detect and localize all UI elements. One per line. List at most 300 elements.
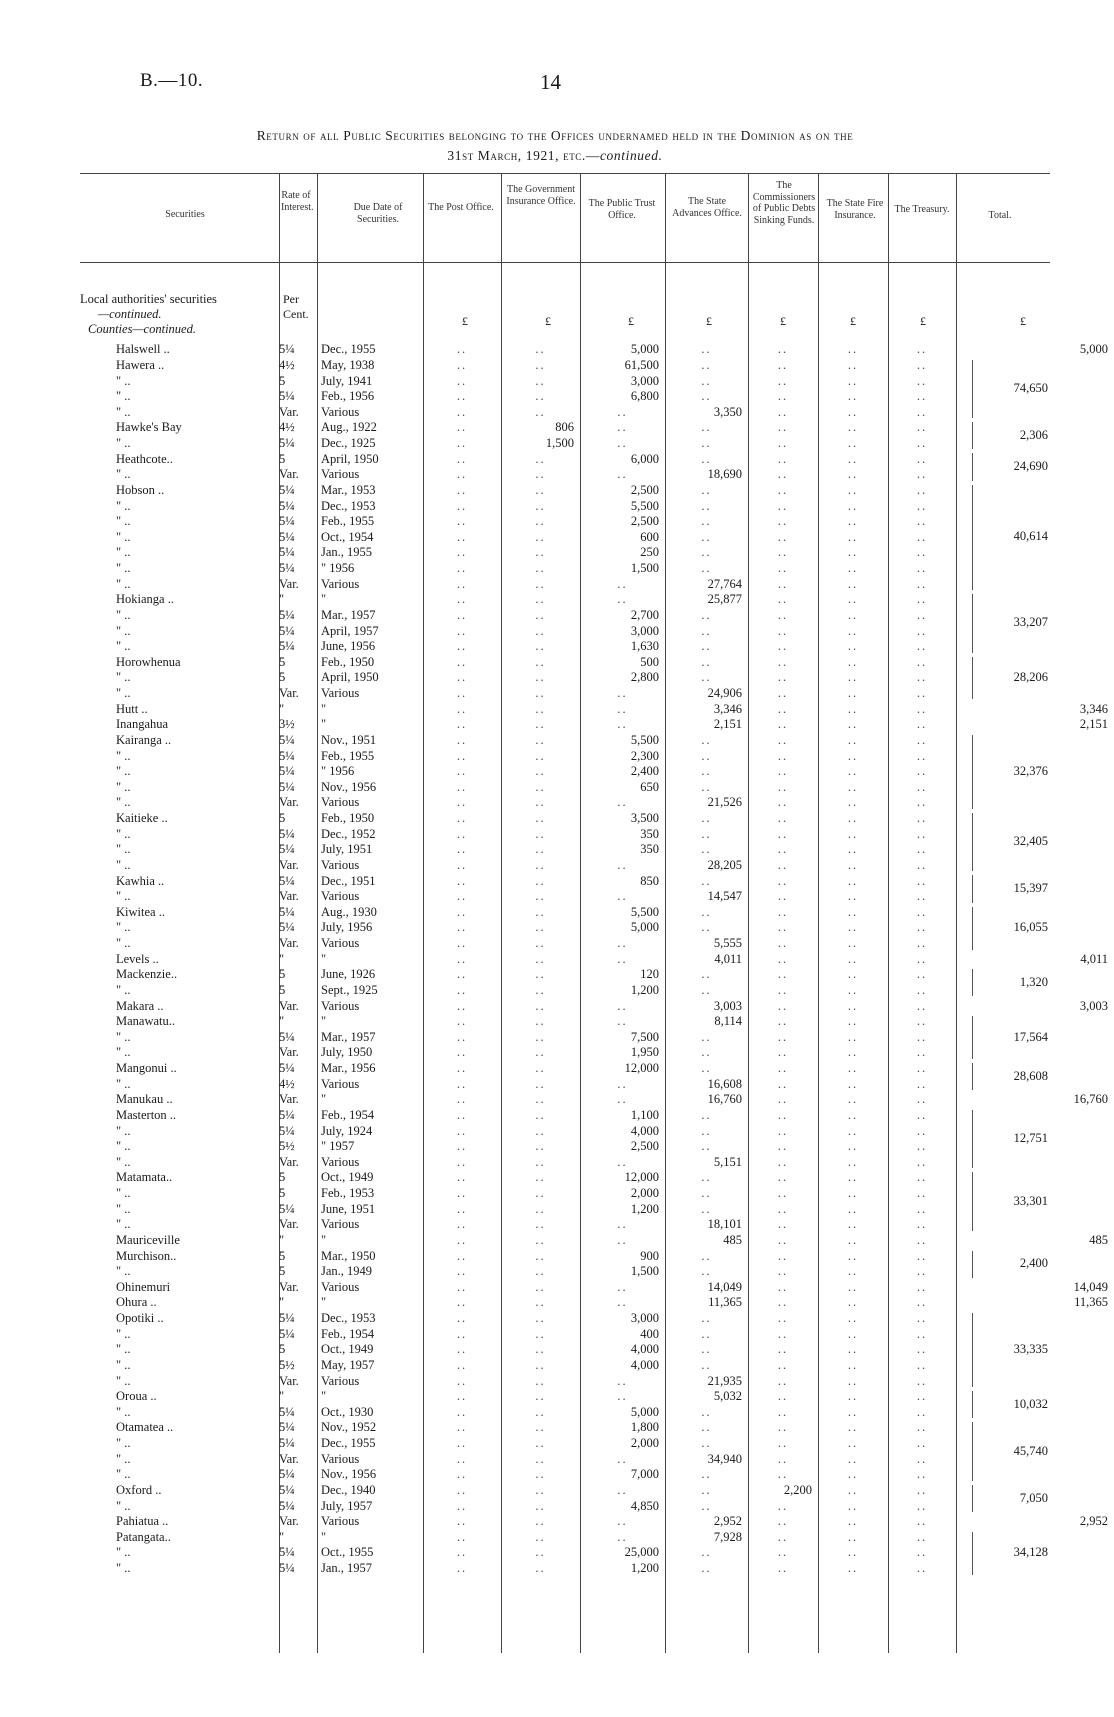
table-row	[0, 1405, 1114, 1421]
empty-cell: ..	[617, 467, 628, 482]
empty-cell: ..	[535, 998, 546, 1013]
due-date-cell: Dec., 1955	[321, 1436, 376, 1451]
rate-cell: "	[279, 701, 285, 716]
empty-cell: ..	[617, 1373, 628, 1388]
empty-cell: ..	[701, 529, 712, 544]
empty-cell: ..	[847, 1139, 859, 1154]
public-trust-cell: 1,200	[630, 1561, 659, 1576]
empty-cell: ..	[617, 1389, 628, 1404]
table-row	[0, 873, 1114, 889]
empty-cell: ..	[535, 1045, 546, 1060]
total-cell	[956, 405, 1114, 421]
empty-cell: ..	[916, 936, 928, 951]
empty-cell: ..	[847, 404, 859, 419]
empty-cell: ..	[456, 1076, 468, 1091]
public-trust-cell: 5,500	[630, 498, 659, 513]
group-brace	[972, 1422, 973, 1481]
rate-cell: 5¼	[279, 1123, 295, 1138]
due-date-cell: "	[321, 701, 327, 716]
empty-cell: ..	[916, 826, 928, 841]
rate-cell: 5¼	[279, 873, 295, 888]
table-row	[0, 1155, 1114, 1171]
security-name-cell: Hawke's Bay	[116, 420, 182, 435]
empty-cell: ..	[535, 1107, 546, 1122]
rate-cell: 5¼	[279, 732, 295, 747]
empty-cell: ..	[916, 357, 928, 372]
empty-cell: ..	[847, 686, 859, 701]
table-row	[0, 1342, 1114, 1358]
rate-cell: 4½	[279, 1076, 295, 1091]
empty-cell: ..	[456, 607, 468, 622]
public-trust-cell: 5,000	[630, 920, 659, 935]
group-brace	[972, 813, 973, 872]
empty-cell: ..	[617, 1154, 628, 1169]
due-date-cell: Various	[321, 1373, 360, 1388]
group-brace	[972, 360, 973, 419]
empty-cell: ..	[916, 1295, 928, 1310]
empty-cell: ..	[617, 1232, 628, 1247]
group-total: 12,751	[1013, 1131, 1048, 1146]
due-date-cell: Nov., 1956	[321, 1467, 377, 1482]
group-total: 16,055	[1013, 920, 1048, 935]
security-name-cell: " ..	[116, 982, 131, 997]
empty-cell: ..	[701, 623, 712, 638]
empty-cell: ..	[916, 1311, 928, 1326]
empty-cell: ..	[916, 842, 928, 857]
security-name-cell: Matamata..	[116, 1170, 173, 1185]
empty-cell: ..	[701, 670, 712, 685]
rate-cell: 5¼	[279, 607, 295, 622]
security-name-cell: Makara ..	[116, 998, 164, 1013]
empty-cell: ..	[535, 1311, 546, 1326]
empty-cell: ..	[456, 998, 468, 1013]
public-trust-cell: 12,000	[624, 1170, 659, 1185]
unit-sinking-funds: £	[780, 314, 786, 328]
due-date-cell: " 1957	[321, 1139, 355, 1154]
due-date-cell: "	[321, 717, 327, 732]
public-trust-cell: 2,800	[630, 670, 659, 685]
section-line-1: Local authorities' securities	[80, 292, 217, 306]
security-name-cell: " ..	[116, 670, 131, 685]
table-row	[0, 1061, 1114, 1077]
empty-cell: ..	[456, 623, 468, 638]
govt-insurance-cell: 1,500	[545, 436, 574, 451]
empty-cell: ..	[916, 1217, 928, 1232]
empty-cell: ..	[535, 1342, 546, 1357]
due-date-cell: Nov., 1956	[321, 779, 377, 794]
empty-cell: ..	[847, 545, 859, 560]
empty-cell: ..	[847, 1201, 859, 1216]
empty-cell: ..	[916, 732, 928, 747]
due-date-cell: Aug., 1922	[321, 420, 377, 435]
empty-cell: ..	[916, 1123, 928, 1138]
rate-cell: 5¼	[279, 764, 295, 779]
due-date-cell: Dec., 1951	[321, 873, 376, 888]
table-row	[0, 1201, 1114, 1217]
empty-cell: ..	[777, 1092, 789, 1107]
due-date-cell: Nov., 1952	[321, 1420, 377, 1435]
empty-cell: ..	[777, 639, 789, 654]
empty-cell: ..	[456, 467, 468, 482]
empty-cell: ..	[916, 342, 928, 357]
total-cell	[956, 514, 1114, 530]
empty-cell: ..	[456, 920, 468, 935]
empty-cell: ..	[701, 1342, 712, 1357]
empty-cell: ..	[456, 1248, 468, 1263]
empty-cell: ..	[777, 607, 789, 622]
empty-cell: ..	[777, 1123, 789, 1138]
security-name-cell: " ..	[116, 686, 131, 701]
empty-cell: ..	[535, 967, 546, 982]
security-name-cell: " ..	[116, 779, 131, 794]
rate-cell: Var.	[279, 889, 299, 904]
security-name-cell: " ..	[116, 1045, 131, 1060]
due-date-cell: Dec., 1940	[321, 1482, 376, 1497]
empty-cell: ..	[847, 1279, 859, 1294]
total-cell	[956, 639, 1114, 655]
due-date-cell: Various	[321, 467, 360, 482]
empty-cell: ..	[535, 873, 546, 888]
empty-cell: ..	[535, 498, 546, 513]
due-date-cell: Dec., 1925	[321, 436, 376, 451]
state-advances-cell: 2,151	[713, 717, 742, 732]
empty-cell: ..	[777, 1232, 789, 1247]
security-name-cell: " ..	[116, 561, 131, 576]
securities-table	[0, 342, 1114, 1576]
total-cell	[956, 592, 1114, 608]
rate-cell: Var.	[279, 795, 299, 810]
group-total: 33,301	[1013, 1193, 1048, 1208]
due-date-cell: July, 1956	[321, 920, 373, 935]
due-date-cell: Various	[321, 1076, 360, 1091]
empty-cell: ..	[701, 1498, 712, 1513]
empty-cell: ..	[456, 1154, 468, 1169]
empty-cell: ..	[847, 1326, 859, 1341]
unit-per-cent: Per Cent.	[283, 292, 309, 321]
empty-cell: ..	[535, 951, 546, 966]
empty-cell: ..	[847, 529, 859, 544]
empty-cell: ..	[456, 795, 468, 810]
empty-cell: ..	[456, 1529, 468, 1544]
empty-cell: ..	[777, 1201, 789, 1216]
total-cell	[956, 1311, 1114, 1327]
empty-cell: ..	[777, 1311, 789, 1326]
rate-cell: Var.	[279, 1279, 299, 1294]
empty-cell: ..	[535, 451, 546, 466]
empty-cell: ..	[535, 1014, 546, 1029]
total-cell: 3,346	[1079, 701, 1108, 716]
empty-cell: ..	[456, 670, 468, 685]
rate-cell: 5¼	[279, 1201, 295, 1216]
empty-cell: ..	[535, 1498, 546, 1513]
table-row	[0, 467, 1114, 483]
empty-cell: ..	[701, 811, 712, 826]
rate-cell: 5¼	[279, 1107, 295, 1122]
rate-cell: 5¼	[279, 1420, 295, 1435]
table-row	[0, 1451, 1114, 1467]
empty-cell: ..	[847, 623, 859, 638]
empty-cell: ..	[777, 420, 789, 435]
rate-cell: Var.	[279, 404, 299, 419]
empty-cell: ..	[617, 1514, 628, 1529]
rate-cell: 5	[279, 1186, 286, 1201]
public-trust-cell: 1,200	[630, 1201, 659, 1216]
due-date-cell: Oct., 1954	[321, 529, 374, 544]
empty-cell: ..	[456, 982, 468, 997]
due-date-cell: May, 1957	[321, 1357, 375, 1372]
empty-cell: ..	[617, 420, 628, 435]
empty-cell: ..	[701, 732, 712, 747]
state-advances-cell: 14,547	[707, 889, 742, 904]
empty-cell: ..	[701, 357, 712, 372]
public-trust-cell: 4,000	[630, 1123, 659, 1138]
table-row	[0, 983, 1114, 999]
empty-cell: ..	[847, 779, 859, 794]
empty-cell: ..	[701, 842, 712, 857]
table-row	[0, 1420, 1114, 1436]
empty-cell: ..	[916, 436, 928, 451]
state-advances-cell: 4,011	[714, 951, 742, 966]
rate-cell: Var.	[279, 998, 299, 1013]
empty-cell: ..	[535, 1436, 546, 1451]
empty-cell: ..	[456, 1482, 468, 1497]
empty-cell: ..	[916, 717, 928, 732]
public-trust-cell: 5,000	[630, 1404, 659, 1419]
rate-cell: 5¼	[279, 1029, 295, 1044]
total-cell	[956, 483, 1114, 499]
total-cell	[956, 905, 1114, 921]
empty-cell: ..	[535, 639, 546, 654]
security-name-cell: Pahiatua ..	[116, 1514, 169, 1529]
empty-cell: ..	[916, 1248, 928, 1263]
rate-cell: 5¼	[279, 1545, 295, 1560]
group-total: 34,128	[1013, 1545, 1048, 1560]
empty-cell: ..	[701, 1170, 712, 1185]
empty-cell: ..	[916, 529, 928, 544]
due-date-cell: Various	[321, 936, 360, 951]
table-row	[0, 1280, 1114, 1296]
empty-cell: ..	[916, 951, 928, 966]
empty-cell: ..	[617, 717, 628, 732]
table-row	[0, 498, 1114, 514]
empty-cell: ..	[777, 717, 789, 732]
empty-cell: ..	[617, 1279, 628, 1294]
public-trust-cell: 4,000	[630, 1357, 659, 1372]
empty-cell: ..	[701, 545, 712, 560]
empty-cell: ..	[777, 982, 789, 997]
col-post-office: The Post Office.	[428, 202, 494, 213]
empty-cell: ..	[535, 936, 546, 951]
empty-cell: ..	[777, 482, 789, 497]
security-name-cell: Hutt ..	[116, 701, 148, 716]
security-name-cell: " ..	[116, 576, 131, 591]
empty-cell: ..	[535, 404, 546, 419]
table-row	[0, 1498, 1114, 1514]
group-brace	[972, 1063, 973, 1090]
empty-cell: ..	[777, 1436, 789, 1451]
security-name-cell: Kawhia ..	[116, 873, 165, 888]
due-date-cell: April, 1950	[321, 451, 379, 466]
empty-cell: ..	[456, 654, 468, 669]
empty-cell: ..	[916, 1326, 928, 1341]
table-row	[0, 530, 1114, 546]
empty-cell: ..	[535, 811, 546, 826]
empty-cell: ..	[701, 873, 712, 888]
empty-cell: ..	[456, 451, 468, 466]
rate-cell: 5¼	[279, 514, 295, 529]
table-row	[0, 1326, 1114, 1342]
table-row	[0, 608, 1114, 624]
due-date-cell: Mar., 1950	[321, 1248, 376, 1263]
empty-cell: ..	[535, 482, 546, 497]
empty-cell: ..	[456, 1357, 468, 1372]
public-trust-cell: 1,500	[630, 561, 659, 576]
total-cell	[956, 1108, 1114, 1124]
empty-cell: ..	[916, 904, 928, 919]
empty-cell: ..	[847, 436, 859, 451]
table-row	[0, 936, 1114, 952]
empty-cell: ..	[847, 1357, 859, 1372]
due-date-cell: July, 1950	[321, 1045, 373, 1060]
total-cell	[956, 498, 1114, 514]
empty-cell: ..	[456, 1201, 468, 1216]
public-trust-cell: 1,800	[630, 1420, 659, 1435]
security-name-cell: Halswell ..	[116, 342, 170, 357]
empty-cell: ..	[617, 951, 628, 966]
due-date-cell: Dec., 1955	[321, 342, 376, 357]
group-brace	[972, 907, 973, 950]
empty-cell: ..	[456, 889, 468, 904]
empty-cell: ..	[847, 936, 859, 951]
rate-cell: Var.	[279, 1217, 299, 1232]
empty-cell: ..	[701, 498, 712, 513]
state-advances-cell: 14,049	[707, 1279, 742, 1294]
empty-cell: ..	[535, 607, 546, 622]
empty-cell: ..	[456, 904, 468, 919]
empty-cell: ..	[847, 1107, 859, 1122]
due-date-cell: July, 1924	[321, 1123, 373, 1138]
empty-cell: ..	[916, 1451, 928, 1466]
empty-cell: ..	[777, 920, 789, 935]
due-date-cell: Oct., 1955	[321, 1545, 374, 1560]
empty-cell: ..	[777, 623, 789, 638]
empty-cell: ..	[777, 1451, 789, 1466]
empty-cell: ..	[847, 920, 859, 935]
empty-cell: ..	[777, 404, 789, 419]
empty-cell: ..	[847, 1014, 859, 1029]
rate-cell: Var.	[279, 1373, 299, 1388]
public-trust-cell: 6,000	[630, 451, 659, 466]
empty-cell: ..	[535, 1545, 546, 1560]
security-name-cell: " ..	[116, 1076, 131, 1091]
total-cell	[956, 1217, 1114, 1233]
table-row	[0, 342, 1114, 358]
empty-cell: ..	[777, 592, 789, 607]
empty-cell: ..	[916, 1357, 928, 1372]
empty-cell: ..	[456, 1045, 468, 1060]
empty-cell: ..	[777, 373, 789, 388]
col-state-advances: The State Advances Office.	[672, 196, 742, 219]
due-date-cell: "	[321, 1232, 327, 1247]
empty-cell: ..	[847, 951, 859, 966]
table-row	[0, 373, 1114, 389]
empty-cell: ..	[456, 1451, 468, 1466]
empty-cell: ..	[847, 1311, 859, 1326]
empty-cell: ..	[847, 1170, 859, 1185]
empty-cell: ..	[701, 639, 712, 654]
empty-cell: ..	[847, 482, 859, 497]
public-trust-cell: 600	[640, 529, 659, 544]
empty-cell: ..	[847, 639, 859, 654]
empty-cell: ..	[617, 936, 628, 951]
public-trust-cell: 350	[640, 826, 659, 841]
empty-cell: ..	[456, 639, 468, 654]
empty-cell: ..	[847, 1420, 859, 1435]
empty-cell: ..	[535, 1561, 546, 1576]
state-advances-cell: 18,101	[707, 1217, 742, 1232]
empty-cell: ..	[916, 482, 928, 497]
empty-cell: ..	[535, 529, 546, 544]
public-trust-cell: 61,500	[624, 357, 659, 372]
security-name-cell: Heathcote..	[116, 451, 173, 466]
table-row	[0, 905, 1114, 921]
security-name-cell: Manawatu..	[116, 1014, 176, 1029]
empty-cell: ..	[847, 357, 859, 372]
security-name-cell: Inangahua	[116, 717, 169, 732]
page-title	[60, 126, 1050, 166]
empty-cell: ..	[777, 1186, 789, 1201]
empty-cell: ..	[701, 1029, 712, 1044]
group-total: 10,032	[1013, 1396, 1048, 1411]
rate-cell: 5¼	[279, 904, 295, 919]
empty-cell: ..	[701, 1561, 712, 1576]
empty-cell: ..	[847, 1232, 859, 1247]
empty-cell: ..	[916, 889, 928, 904]
table-row	[0, 811, 1114, 827]
rate-cell: 5¼	[279, 342, 295, 357]
govt-insurance-cell: 806	[555, 420, 574, 435]
empty-cell: ..	[456, 436, 468, 451]
empty-cell: ..	[456, 1217, 468, 1232]
empty-cell: ..	[456, 514, 468, 529]
empty-cell: ..	[777, 967, 789, 982]
public-trust-cell: 400	[640, 1326, 659, 1341]
group-total: 17,564	[1013, 1029, 1048, 1044]
security-name-cell: Mauriceville	[116, 1232, 180, 1247]
total-cell: 11,365	[1074, 1295, 1108, 1310]
empty-cell: ..	[916, 404, 928, 419]
empty-cell: ..	[777, 951, 789, 966]
due-date-cell: Mar., 1956	[321, 1061, 376, 1076]
table-row	[0, 1295, 1114, 1311]
empty-cell: ..	[701, 1467, 712, 1482]
empty-cell: ..	[777, 1514, 789, 1529]
group-brace	[972, 969, 973, 996]
empty-cell: ..	[916, 545, 928, 560]
public-trust-cell: 4,000	[630, 1342, 659, 1357]
due-date-cell: Oct., 1949	[321, 1170, 374, 1185]
due-date-cell: Nov., 1951	[321, 732, 377, 747]
due-date-cell: July, 1957	[321, 1498, 373, 1513]
empty-cell: ..	[701, 482, 712, 497]
empty-cell: ..	[535, 1373, 546, 1388]
due-date-cell: June, 1951	[321, 1201, 376, 1216]
empty-cell: ..	[777, 1404, 789, 1419]
security-name-cell: " ..	[116, 1154, 131, 1169]
empty-cell: ..	[916, 1264, 928, 1279]
empty-cell: ..	[777, 670, 789, 685]
public-trust-cell: 3,000	[630, 373, 659, 388]
